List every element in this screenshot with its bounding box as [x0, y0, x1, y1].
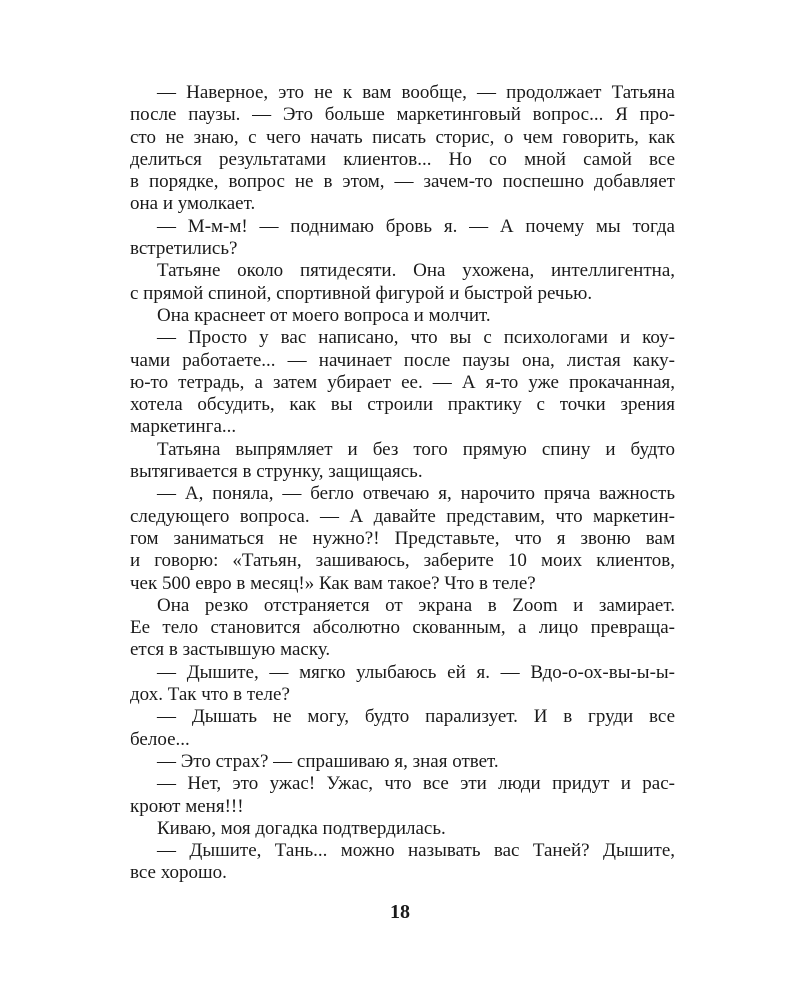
text-line: следующего вопроса. — А давайте представим, что маркетин- [130, 505, 675, 527]
text-line: с прямой спиной, спортивной фигурой и быстрой речью. [130, 282, 593, 304]
text-line: сто не знаю, с чего начать писать сторис, о чем говорить, как [130, 126, 675, 148]
text-line: Татьяна выпрямляет и без того прямую спину и будто [157, 438, 675, 460]
text-line: делиться результатами клиентов... Но со мной самой все [130, 148, 675, 170]
text-line: после паузы. — Это больше маркетинговый вопрос... Я про- [130, 104, 675, 126]
text-line: — Нет, это ужас! Ужас, что все эти люди придут и рас- [157, 773, 675, 795]
text-line: Она краснеет от моего вопроса и молчит. [157, 304, 491, 326]
body-text [130, 82, 675, 885]
text-line: чек 500 евро в месяц!» Как вам такое? Что в теле? [130, 572, 536, 594]
text-line: все хорошо. [130, 862, 227, 884]
text-line: — Наверное, это не к вам вообще, — продолжает Татьяна [157, 82, 675, 103]
text-line: Ее тело становится абсолютно скованным, а лицо превраща- [130, 617, 675, 639]
page-number: 18 [390, 901, 410, 923]
text-line: — Дышите, Тань... можно называть вас Таней? Дышите, [157, 840, 675, 862]
text-line: маркетинга... [130, 416, 237, 438]
text-line: кроют меня!!! [130, 795, 244, 817]
text-line: дох. Так что в теле? [130, 684, 290, 706]
text-line: белое... [130, 728, 190, 750]
text-line: — А, поняла, — бегло отвечаю я, нарочито пряча важность [157, 483, 675, 505]
text-line: Татьяне около пятидесяти. Она ухожена, интеллигентна, [157, 260, 675, 282]
text-line: встретились? [130, 238, 238, 260]
text-line: гом заниматься не нужно?! Представьте, что я звоню вам [130, 527, 675, 549]
text-line: Киваю, моя догадка подтвердилась. [157, 817, 446, 839]
text-line: ется в застывшую маску. [130, 639, 331, 661]
text-line: — Просто у вас написано, что вы с психологами и коу- [157, 327, 675, 349]
text-line: — Дышать не могу, будто парализует. И в груди все [157, 706, 675, 728]
text-line: и говорю: «Татьян, зашиваюсь, заберите 10 моих клиентов, [130, 550, 675, 572]
text-line: — Это страх? — спрашиваю я, зная ответ. [157, 750, 499, 772]
text-line: Она резко отстраняется от экрана в Zoom и замирает. [157, 594, 675, 616]
text-line: чами работаете... — начинает после паузы она, листая каку- [130, 349, 675, 371]
text-line: — Дышите, — мягко улыбаюсь ей я. — Вдо-о-ох-вы-ы-ы- [157, 661, 675, 683]
text-line: хотела обсудить, как вы строили практику с точки зрения [130, 394, 675, 416]
text-line: в порядке, вопрос не в этом, — зачем-то поспешно добавляет [130, 171, 675, 193]
text-line: она и умолкает. [130, 193, 256, 215]
text-line: ю-то тетрадь, а затем убирает ее. — А я-то уже прокачанная, [130, 371, 675, 393]
text-line: — М-м-м! — поднимаю бровь я. — А почему мы тогда [157, 215, 675, 237]
text-line: вытягивается в струнку, защищаясь. [130, 461, 423, 483]
